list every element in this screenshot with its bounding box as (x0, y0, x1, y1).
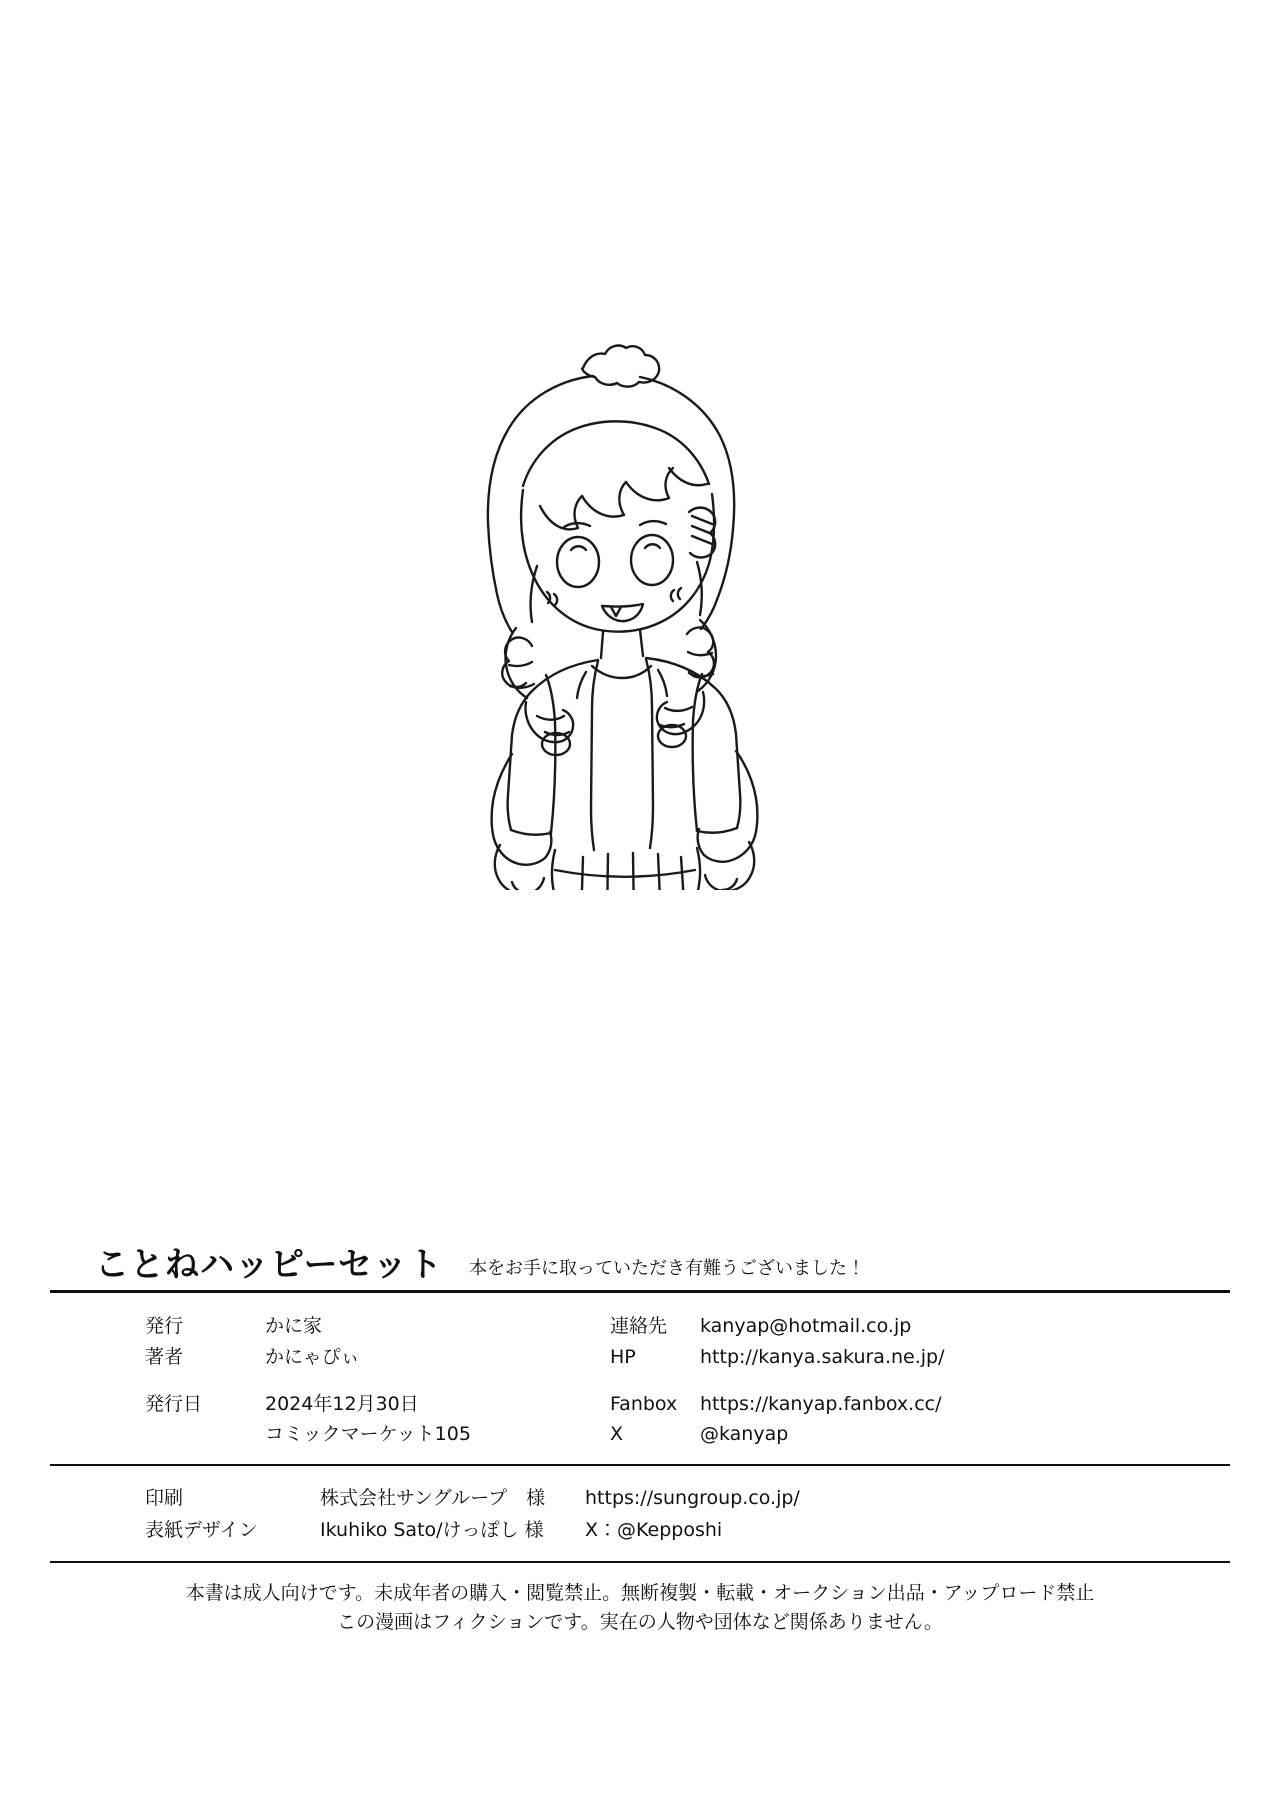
production-key: 表紙デザイン (145, 1519, 258, 1542)
credits-block (50, 1293, 1230, 1464)
credit-key: X (610, 1423, 624, 1446)
credit-value: かに家 (265, 1315, 323, 1337)
credit-value[interactable]: https://kanyap.fanbox.cc/ (700, 1392, 942, 1415)
credit-key: Fanbox (610, 1392, 678, 1415)
credit-row-event (145, 1419, 570, 1450)
credit-row-contact (610, 1311, 1230, 1342)
credit-value[interactable]: http://kanya.sakura.ne.jp/ (700, 1345, 945, 1368)
chibi-girl-line-drawing (340, 330, 860, 890)
legal-notice-line-1: 本書は成人向けです。未成年者の購入・閲覧禁止。無断複製・転載・オークション出品・アップロード禁止 (185, 1581, 1095, 1604)
credit-value: 2024年12月30日 (265, 1392, 419, 1415)
production-link[interactable]: X：@Kepposhi (585, 1519, 723, 1542)
legal-notice-line-2: この漫画はフィクションです。実在の人物や団体など関係ありません。 (337, 1611, 943, 1634)
spacer (610, 1373, 1230, 1389)
credit-value: コミックマーケット105 (265, 1423, 471, 1446)
thanks-message: 本をお手に取っていただき有難うございました！ (468, 1258, 865, 1279)
production-block (50, 1466, 1230, 1561)
legal-notice (50, 1563, 1230, 1638)
credit-row-author (145, 1342, 570, 1373)
credit-value[interactable]: @kanyap (700, 1423, 789, 1446)
credit-key: 著者 (145, 1345, 184, 1368)
production-company: 株式会社サングループ 様 (320, 1487, 546, 1510)
credit-row-x (610, 1419, 1230, 1450)
production-designer: Ikuhiko Sato/けっぽし 様 (320, 1519, 544, 1542)
credit-value[interactable]: kanyap@hotmail.co.jp (700, 1315, 912, 1337)
production-link[interactable]: https://sungroup.co.jp/ (585, 1487, 800, 1510)
production-row-printing (50, 1482, 1230, 1514)
credit-row-publish-date (145, 1389, 570, 1420)
production-row-cover-design (50, 1514, 1230, 1546)
colophon-title-row (50, 1245, 1230, 1290)
credit-key: 連絡先 (610, 1315, 668, 1337)
credit-key: 発行 (145, 1315, 184, 1337)
credit-key (145, 1419, 265, 1450)
spacer (145, 1373, 570, 1389)
page-title: ことねハッピーセット (95, 1245, 443, 1285)
colophon (50, 1245, 1230, 1638)
credits-left-column (50, 1311, 570, 1450)
credit-row-homepage (610, 1342, 1230, 1373)
credit-value: かにゃぴぃ (265, 1345, 360, 1368)
credit-key: HP (610, 1345, 636, 1368)
credit-row-publisher (145, 1311, 570, 1342)
illustration-figure (340, 330, 860, 890)
credits-right-column (570, 1311, 1230, 1450)
production-key: 印刷 (145, 1487, 184, 1510)
credit-row-fanbox (610, 1389, 1230, 1420)
credit-key: 発行日 (145, 1392, 203, 1415)
